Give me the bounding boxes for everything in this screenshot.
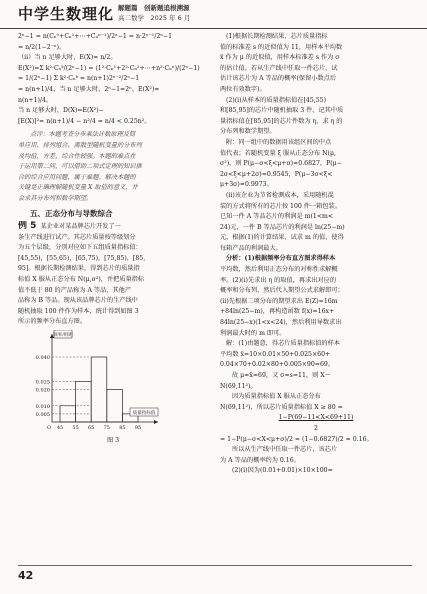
question-line: (1)根据长期检测结果，芯片质量指标 (226, 33, 328, 40)
example-line: 为五个层级，分别对应如下五组质量指标值： (18, 244, 142, 252)
section-title: 五、正态分布与导数综合 (30, 208, 113, 218)
comment-line: 会求其分布列和数学期望。 (18, 194, 93, 202)
solution-line: 为 A 等品的概率约为 0.16。 (220, 456, 300, 464)
question-line: x̄ 作为 μ 的近似值，用样本标准差 s 作为 σ (220, 54, 340, 62)
section-line: 解题篇 创新题追根溯源 (118, 4, 190, 12)
comment-block (18, 130, 208, 204)
page-header (0, 0, 427, 29)
x-tick-label: O (46, 425, 52, 432)
comment-line: 单应用、排列组合、离散型随机变量的分布列 (18, 141, 142, 149)
x-tick-label: 55 (72, 425, 79, 432)
solution-line: 平均数 x̄=10×0.01×50+0.025×60+ (220, 350, 331, 358)
question-line: 已知一件 A 等品芯片的利润是 m(1<m< (220, 213, 334, 221)
analysis-line: +84ln(25−m)，再构造函数 f(x)=16x+ (220, 308, 335, 316)
example-line: 标值 X 服从正态分布 N(μ,σ²)，并把质量指标 (18, 276, 145, 284)
example-line: 95]。根据长期检测结果，得到芯片的质量指 (18, 265, 140, 273)
header-meta (118, 3, 190, 23)
solution-line: N(69,11²)，所以芯片质量指标值 X ≥ 80 = (220, 403, 343, 411)
solution-line: N(69,11²)。 (220, 382, 257, 390)
question-line: 元，根据(1)的计算结果，试求 m 的值，使得 (220, 234, 344, 242)
analysis-line: 分析：(1)根据频率分布直方图求得样本 (226, 255, 336, 263)
reference-line: 值代表；若随机变量 ξ 服从正态分布 N(μ, (220, 149, 336, 157)
question-2 (220, 96, 412, 138)
x-tick-label: 95 (134, 425, 142, 432)
y-tick-label: 0.025 (35, 379, 50, 386)
solution-block (220, 339, 412, 477)
formula-line: [E(X)]²≈ n(n+1)/4 − n²/4 = n/4 < 0.25n²。 (18, 117, 151, 125)
figure-caption: 图 3 (106, 437, 120, 445)
x-tick-label: 75 (103, 425, 110, 432)
example-line: [45,55)，[55,65)，[65,75)，[75,85)，[85, (18, 254, 146, 262)
example-line: 所示的频率分布直方图。 (18, 318, 87, 326)
x-axis-arrow (154, 420, 158, 424)
comment-line: 合的综合应用问题，属于难题。解决本题的 (18, 173, 136, 181)
analysis-line: (ii)先根据二项分布的期望求出 E(Z)=16m (220, 297, 338, 305)
reference-line: 附：同一组中的数据用该组区间的中点 (226, 138, 332, 146)
question-line: 24)元，一件 B 等品芯片的利润是 ln(25−m) (220, 223, 345, 231)
probability-denominator: 2 (314, 424, 318, 432)
question-line: 和[85,95]的芯片中随机抽取 3 件，记其中质 (220, 107, 344, 115)
analysis-line: 84ln(25−x)(1<x<24)，然后利用导数求出 (220, 319, 342, 327)
issue-line: 高二数学 2025 年 6 月 (118, 14, 191, 22)
question-line: 每箱产品的利润最大。 (220, 244, 282, 252)
question-line: 两位有效数字)。 (220, 85, 266, 93)
question-2-ii (220, 191, 412, 255)
analysis-line: 平均数，然后利用正态分布的对称性求解概 (220, 266, 338, 274)
x-tick-label: 65 (88, 425, 95, 432)
solution-line: 解：(1)由题意，得芯片质量指标值的样本 (226, 340, 340, 348)
probability-numerator: 1−P(69−11<X<69+11) (278, 414, 354, 422)
comment-line: 于运用第二问，可以借助二项式定理的知识推 (18, 163, 142, 171)
question-line: 装的方式将所有的芯片按 100 件一箱包装。 (220, 202, 341, 210)
solution-line: 0.04×70+0.02×80+0.005×90=69。 (220, 361, 335, 369)
histogram-bar (76, 381, 92, 422)
reference-line: 2σ<ξ<μ+2σ)≈0.9545，P(μ−3σ<ξ< (220, 170, 333, 178)
question-line: 分布列和数学期望。 (220, 128, 276, 136)
reference-line: σ²)，则 P(μ−σ<ξ<μ+σ)≈0.6827，P(μ− (220, 160, 342, 168)
left-column (18, 32, 208, 447)
frequency-histogram (28, 330, 178, 435)
formula-line: = 1/(2ⁿ−1) Σ k²·Cₙᵏ ≈ n(n+1)2ⁿ⁻²/2ⁿ−1 (18, 75, 140, 83)
histogram-bar (91, 357, 107, 422)
analysis-line: 利润最大时的 m 即可。 (220, 329, 286, 337)
formula-line: 当 n 足够大时，D(X)=E(X²)− (18, 107, 104, 115)
solution-line: (2)(i)因为(0.01+0.01)×10×100= (232, 467, 333, 475)
formula-line: E(X²)=Σ k²·Cₙᵏ/(2ⁿ−1) = (1²·Cₙ¹+2²·Cₙ²+⋯+n²·Cₙⁿ)/(2ⁿ−1) (18, 64, 200, 72)
y-tick-label: 0.005 (35, 411, 50, 418)
example-line: 某企业对某品牌芯片开发了一 (40, 223, 121, 231)
comment-line: 点评：本题考查分步乘法计数原理及简 (30, 131, 136, 139)
question-line: (ii)该企业为节省检测成本，采用随机混 (226, 191, 334, 199)
histogram-bar (107, 390, 123, 423)
footer-rule (18, 565, 412, 566)
solution-line: 所以从生产线中任取一件芯片，该芯片 (232, 446, 338, 454)
solution-line: 因为质量指标值 X 服从正态分布 (232, 393, 321, 401)
comment-line: 关键是正确理解随机变量 X 取值的意义，并 (18, 184, 138, 192)
analysis-line: 概率和分布列，然后代入期望公式求解即可； (220, 287, 344, 295)
x-tick-label: 45 (56, 425, 64, 432)
example-line: 条生产线进行试产。其芯片质量按等级划分 (18, 233, 136, 241)
question-line: 值的标准差 s 的近似值为 11，用样本平均数 (220, 43, 343, 51)
formula-line: （ii）当 n 足够大时，E(X)≈ n/2。 (18, 54, 117, 62)
question-line: (2)(i)从样本的质量指标值在[45,55) (226, 96, 326, 104)
magazine-title: 中学生数理化 (18, 5, 115, 23)
question-1 (220, 32, 412, 96)
formula-line: ≈ n(n+1)/4，当 n 足够大时，2ⁿ−1≈2ⁿ，E(X²)≈ (18, 85, 160, 93)
x-tick-label: 85 (119, 425, 126, 432)
y-axis-label: 频率/组距 (53, 333, 73, 339)
right-column (220, 32, 412, 477)
question-line: 估计该芯片为 A 等品的概率(保留小数点后 (220, 75, 337, 83)
question-line: 的估计值。若从生产线中任取一件芯片，试 (220, 64, 338, 72)
formula-line: 2ⁿ−1 = n(Cₙ⁰+Cₙ¹+⋯+Cₙⁿ⁻¹)/2ⁿ−1 = n·2ⁿ⁻¹/2ⁿ−1 (18, 33, 173, 40)
formula-block (18, 32, 208, 127)
page-number: 42 (18, 569, 34, 582)
y-tick-label: 0.040 (35, 355, 50, 362)
comment-line: 及均值、方差，综合性较强。本题的难点在 (18, 152, 136, 160)
solution-line: 故 μ≈x̄=69，又 σ≈s=11，则 X～ (232, 372, 331, 379)
y-tick-label: 0.020 (35, 387, 50, 394)
reference-note (220, 138, 412, 191)
example-block (18, 221, 208, 328)
y-tick-label: 0.010 (35, 403, 50, 410)
analysis-line: 率。(2)(i)先求出 η 的取值，再求出对应的 (220, 276, 337, 284)
question-line: 量指标值在[85,95]的芯片件数为 η，求 η 的 (220, 117, 343, 125)
reference-line: μ+3σ)≈0.9973。 (220, 181, 273, 189)
example-tag: 例 5 (18, 221, 37, 232)
x-axis-label: 质量指标值 (132, 411, 156, 417)
probability-approx: = 1−P(μ−σ<X<μ+σ)/2 ≈ (1−0.6827)/2 ≈ 0.16。 (220, 435, 373, 443)
example-line: 随机抽取 100 件作为样本，统计得到如图 3 (18, 307, 139, 315)
formula-line: = n/2(1−2⁻ⁿ)。 (18, 43, 66, 51)
formula-line: n(n+1)/4。 (18, 96, 53, 104)
analysis-block (220, 254, 412, 339)
example-line: 值不低于 80 的产品称为 A 等品，其他产 (18, 286, 132, 294)
example-line: 品称为 B 等品。现从该品牌芯片的生产线中 (18, 297, 138, 305)
